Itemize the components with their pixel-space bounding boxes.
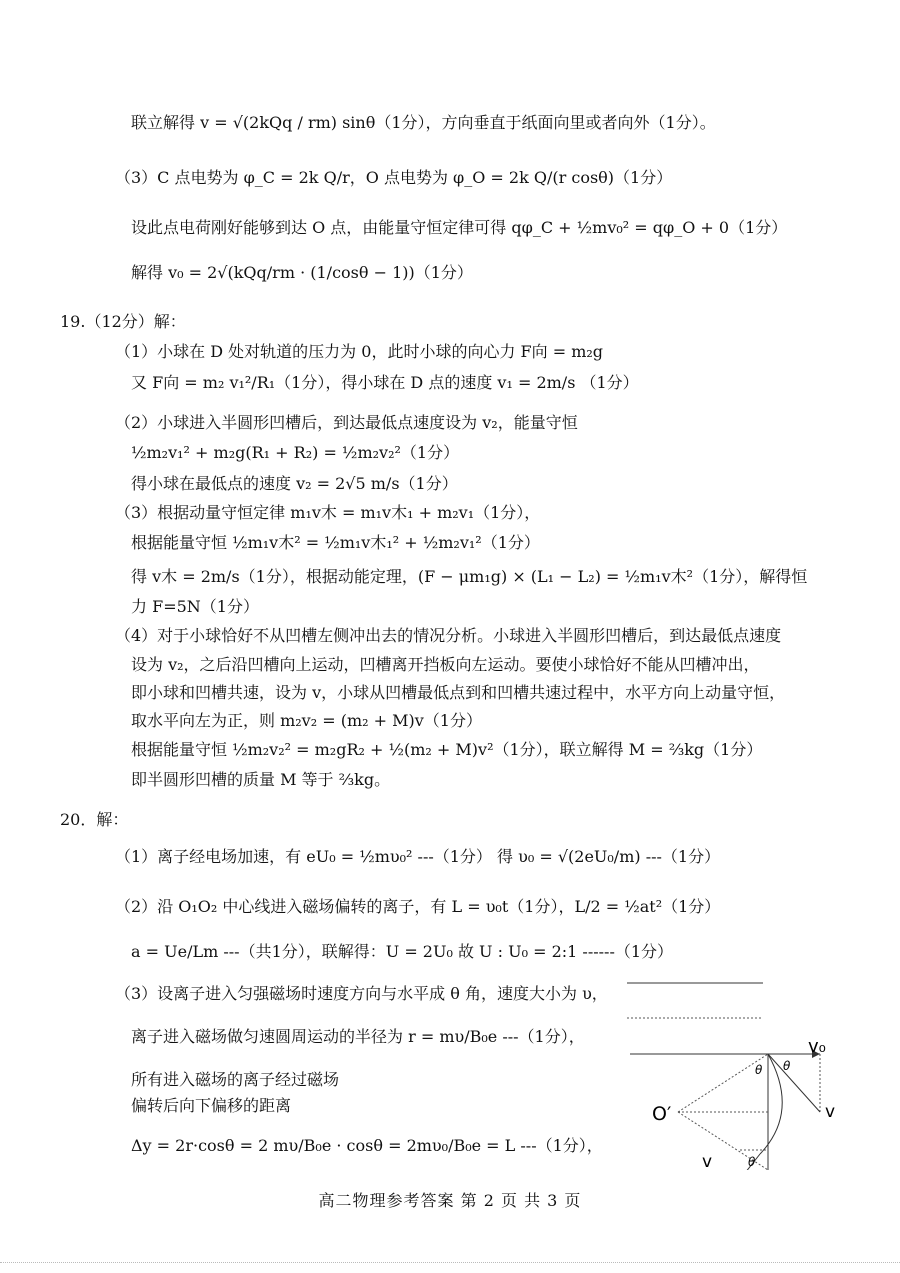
question-heading: 19.（12分）解： (60, 312, 186, 331)
label-theta: θ (748, 1155, 756, 1169)
label-v0: v₀ (808, 1036, 826, 1057)
velocity-vector (768, 1054, 820, 1112)
text-line: 根据能量守恒 ½m₂v₂² = m₂gR₂ + ½(m₂ + M)v²（1分），联立解得 M = ⅔kg（1分） (131, 740, 763, 759)
text-line: 根据能量守恒 ½m₁v木² = ½m₁v木₁² + ½m₂v₁²（1分） (131, 533, 540, 552)
question-heading: 20．解： (60, 810, 129, 829)
text-line: Δy = 2r·cosθ = 2 mυ/B₀e · cosθ = 2mυ₀/B₀e = L ---（1分）， (131, 1136, 603, 1155)
text-line: 偏转后向下偏移的距离 (131, 1096, 292, 1115)
text-line: 得小球在最低点的速度 v₂ = 2√5 m/s（1分） (131, 474, 458, 493)
text-line: 解得 v₀ = 2√(kQq/rm · (1/cosθ − 1))（1分） (131, 263, 473, 282)
label-theta: θ (755, 1063, 763, 1077)
page-footer: 高二物理参考答案 第 2 页 共 3 页 (318, 1191, 582, 1210)
trajectory-arc (760, 1054, 782, 1154)
text-line: （3）设离子进入匀强磁场时速度方向与水平成 θ 角，速度大小为 υ， (115, 984, 608, 1003)
text-line: （3）根据动量守恒定律 m₁v木 = m₁v木₁ + m₂v₁（1分）， (115, 503, 541, 522)
text-line: （2）小球进入半圆形凹槽后，到达最低点速度设为 v₂，能量守恒 (115, 413, 578, 432)
text-line: 力 F=5N（1分） (131, 597, 259, 616)
label-v: v (702, 1152, 713, 1170)
label-center: O′ (652, 1103, 672, 1125)
text-line: 联立解得 v = √(2kQq / rm) sinθ（1分），方向垂直于纸面向里或者向外（1分）。 (131, 113, 716, 132)
text-line: 离子进入磁场做匀速圆周运动的半径为 r = mυ/B₀e ---（1分）， (131, 1027, 585, 1046)
label-theta: θ (783, 1059, 791, 1073)
text-line: （1）小球在 D 处对轨道的压力为 0，此时小球的向心力 F向 = m₂g (115, 342, 604, 361)
text-line: 设此点电荷刚好能够到达 O 点，由能量守恒定律可得 qφ_C + ½mv₀² = qφ_O + 0（1分） (131, 218, 788, 237)
text-line: （2）沿 O₁O₂ 中心线进入磁场偏转的离子，有 L = υ₀t（1分），L/2 = ½at²（1分） (115, 897, 721, 916)
text-line: 取水平向左为正，则 m₂v₂ = (m₂ + M)v（1分） (131, 711, 482, 730)
text-line: （3）C 点电势为 φ_C = 2k Q/r，O 点电势为 φ_O = 2k Q/(r cosθ)（1分） (115, 168, 673, 187)
label-v: v (825, 1102, 836, 1122)
text-line: 设为 v₂，之后沿凹槽向上运动，凹槽离开挡板向左运动。要使小球恰好不能从凹槽冲出， (131, 655, 760, 674)
text-line: （1）离子经电场加速，有 eU₀ = ½mυ₀² ---（1分） 得 υ₀ = √(2eU₀/m) ---（1分） (115, 847, 721, 866)
text-line: 又 F向 = m₂ v₁²/R₁（1分），得小球在 D 点的速度 v₁ = 2m/s （1分） (131, 373, 639, 392)
text-line: 得 v木 = 2m/s（1分），根据动能定理，(F − μm₁g) × (L₁ − L₂) = ½m₁v木²（1分），解得恒 (131, 567, 808, 586)
page-edge (0, 1262, 900, 1263)
text-line: a = Ue/Lm ---（共1分），联解得：U = 2U₀ 故 U : U₀ = 2:1 ------（1分） (131, 942, 674, 961)
text-line: （4）对于小球恰好不从凹槽左侧冲出去的情况分析。小球进入半圆形凹槽后，到达最低点速度 (115, 626, 782, 645)
magnetic-deflection-diagram (620, 970, 840, 1170)
text-line: 即半圆形凹槽的质量 M 等于 ⅔kg。 (131, 770, 391, 789)
text-line: 即小球和凹槽共速，设为 v，小球从凹槽最低点到和凹槽共速过程中，水平方向上动量守恒， (131, 683, 786, 702)
text-line: 所有进入磁场的离子经过磁场 (131, 1070, 340, 1089)
text-line: ½m₂v₁² + m₂g(R₁ + R₂) = ½m₂v₂²（1分） (131, 443, 460, 462)
